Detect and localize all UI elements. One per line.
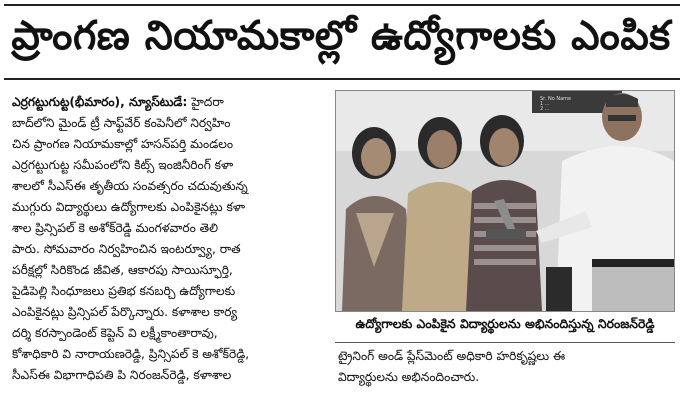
article-line: ఎంపికైనట్లు ప్రిన్సిపల్ పేర్కొన్నారు. కళాశాల కార్య xyxy=(12,305,238,319)
article-line: పరీక్షల్లో సిరికొండ జీవిత, ఆకారపు సాయిస్ఫూర్తి, xyxy=(12,263,233,277)
article-line-1-text: హైదరా xyxy=(191,95,224,109)
article-line: బాద్‌లోని మైండ్ ట్రీ సాఫ్ట్‌వేర్ కంపెనీలో నిర్వహిం xyxy=(12,116,231,130)
article-line: కోశాధికారి వి నారాయణరెడ్డి, ప్రిన్సిపల్ కె అశోక్‌రెడ్డి, xyxy=(12,347,250,361)
headline-rule xyxy=(4,78,680,80)
article-line: దర్శి కరస్పాండెంట్ కెప్టెన్ వి లక్ష్మీకాంతారావు, xyxy=(12,326,218,340)
article-line: పైడిపెల్లి సింధూజలు ప్రతిభ కనబర్చి ఉద్యోగాలకు xyxy=(12,284,236,298)
article-line: శాల ప్రిన్సిపల్ కె అశోక్‌రెడ్డి మంగళవారం తెలి xyxy=(12,221,219,235)
article-line: ముగ్గురు విద్యార్థులు ఉద్యోగాలకు ఎంపికైనట్లు కళా xyxy=(12,200,246,214)
board-text: 1 ... xyxy=(540,101,550,107)
board-text: 2 ... xyxy=(540,106,550,112)
board-text: Sr. No Name xyxy=(540,96,572,102)
news-photo xyxy=(335,90,675,312)
article-body xyxy=(12,92,330,404)
article-line: విద్యార్థులను అభినందించారు. xyxy=(338,370,480,384)
headline: ప్రాంగణ నియామకాల్లో ఉద్యోగాలకు ఎంపిక xyxy=(11,13,671,59)
article-line: సీఎస్ఈ విభాగాధిపతి పి నిరంజన్‌రెడ్డి, కళాశాల xyxy=(12,368,232,382)
article-line: ట్రైనింగ్ అండ్ ప్లేస్‌మెంట్ అధికారి హరికృష్ణలు ఈ xyxy=(338,349,566,363)
article-line: ఎర్రగట్టుగుట్ట సమీపంలోని కిట్స్ ఇంజినీరింగ్ కళా xyxy=(12,158,234,172)
photo-illustration xyxy=(336,91,674,311)
article-line: చిన ప్రాంగణ నియామకాల్లో హసన్‌పర్తి మండలం xyxy=(12,137,234,151)
chair xyxy=(546,267,572,311)
caption-rule xyxy=(335,342,675,343)
headline-band xyxy=(6,6,676,76)
dateline: ఎర్రగట్టుగుట్ట(భీమారం), న్యూస్‌టుడే: xyxy=(12,95,188,109)
article-line-1 xyxy=(12,92,330,113)
article-line: పారు. సోమవారం నిర్వహించిన ఇంటర్వ్యూ, రాత xyxy=(12,242,241,256)
article-line: శాలలో సీఎస్ఈ తృతీయ సంవత్సరం చదువుతున్న xyxy=(12,179,248,193)
article-continuation xyxy=(338,346,678,406)
photo-caption: ఉద్యోగాలకు ఎంపికైన విద్యార్థులను అభినందిస్తున్న నిరంజన్‌రెడ్డి xyxy=(355,316,655,331)
